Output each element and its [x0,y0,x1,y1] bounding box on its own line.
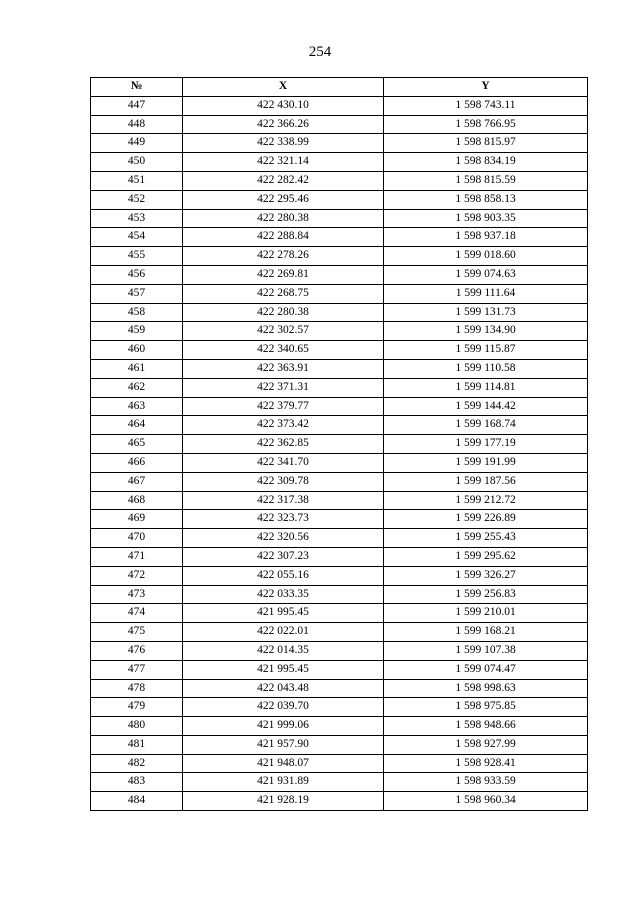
point-number-cell: 465 [91,435,183,454]
y-coordinate-cell: 1 598 903.35 [384,209,588,228]
point-number-cell: 469 [91,510,183,529]
x-coordinate-cell: 422 320.56 [183,529,384,548]
x-coordinate-cell: 421 995.45 [183,660,384,679]
y-coordinate-cell: 1 598 948.66 [384,717,588,736]
y-coordinate-cell: 1 599 111.64 [384,284,588,303]
table-row [91,115,588,134]
x-coordinate-cell: 422 039.70 [183,698,384,717]
x-coordinate-cell: 421 948.07 [183,754,384,773]
table-row [91,754,588,773]
point-number-cell: 457 [91,284,183,303]
y-coordinate-cell: 1 598 960.34 [384,792,588,811]
y-coordinate-cell: 1 599 115.87 [384,341,588,360]
y-coordinate-cell: 1 598 858.13 [384,190,588,209]
y-coordinate-cell: 1 599 074.47 [384,660,588,679]
y-coordinate-cell: 1 599 114.81 [384,378,588,397]
y-coordinate-cell: 1 599 134.90 [384,322,588,341]
table-row [91,472,588,491]
point-number-cell: 476 [91,641,183,660]
x-coordinate-cell: 422 022.01 [183,623,384,642]
x-coordinate-cell: 422 430.10 [183,96,384,115]
table-row [91,397,588,416]
x-coordinate-cell: 422 309.78 [183,472,384,491]
point-number-cell: 468 [91,491,183,510]
point-number-cell: 472 [91,566,183,585]
table-row [91,416,588,435]
y-coordinate-cell: 1 599 168.74 [384,416,588,435]
header-y: Y [384,78,588,97]
point-number-cell: 447 [91,96,183,115]
table-row [91,717,588,736]
table-row [91,228,588,247]
x-coordinate-cell: 422 323.73 [183,510,384,529]
header-number: № [91,78,183,97]
point-number-cell: 480 [91,717,183,736]
y-coordinate-cell: 1 599 326.27 [384,566,588,585]
y-coordinate-cell: 1 599 255.43 [384,529,588,548]
point-number-cell: 456 [91,265,183,284]
x-coordinate-cell: 422 317.38 [183,491,384,510]
y-coordinate-cell: 1 598 975.85 [384,698,588,717]
point-number-cell: 481 [91,735,183,754]
y-coordinate-cell: 1 599 191.99 [384,453,588,472]
point-number-cell: 461 [91,359,183,378]
point-number-cell: 464 [91,416,183,435]
table-row [91,435,588,454]
x-coordinate-cell: 422 362.85 [183,435,384,454]
point-number-cell: 475 [91,623,183,642]
x-coordinate-cell: 422 321.14 [183,153,384,172]
y-coordinate-cell: 1 599 187.56 [384,472,588,491]
table-row [91,585,588,604]
point-number-cell: 451 [91,171,183,190]
table-header [91,78,588,97]
point-number-cell: 474 [91,604,183,623]
y-coordinate-cell: 1 599 131.73 [384,303,588,322]
y-coordinate-cell: 1 599 210.01 [384,604,588,623]
table-row [91,247,588,266]
x-coordinate-cell: 422 055.16 [183,566,384,585]
point-number-cell: 483 [91,773,183,792]
x-coordinate-cell: 422 340.65 [183,341,384,360]
table-body [91,96,588,810]
y-coordinate-cell: 1 599 212.72 [384,491,588,510]
x-coordinate-cell: 422 288.84 [183,228,384,247]
x-coordinate-cell: 422 302.57 [183,322,384,341]
table-row [91,547,588,566]
x-coordinate-cell: 422 373.42 [183,416,384,435]
table-row [91,209,588,228]
y-coordinate-cell: 1 599 177.19 [384,435,588,454]
y-coordinate-cell: 1 598 815.59 [384,171,588,190]
y-coordinate-cell: 1 599 018.60 [384,247,588,266]
table-row [91,153,588,172]
point-number-cell: 450 [91,153,183,172]
table-row [91,491,588,510]
table-row [91,190,588,209]
y-coordinate-cell: 1 598 766.95 [384,115,588,134]
table-row [91,303,588,322]
table-row [91,171,588,190]
y-coordinate-cell: 1 599 074.63 [384,265,588,284]
x-coordinate-cell: 422 280.38 [183,209,384,228]
x-coordinate-cell: 422 295.46 [183,190,384,209]
table-row [91,735,588,754]
x-coordinate-cell: 422 338.99 [183,134,384,153]
table-row [91,134,588,153]
y-coordinate-cell: 1 598 834.19 [384,153,588,172]
x-coordinate-cell: 421 999.06 [183,717,384,736]
point-number-cell: 473 [91,585,183,604]
header-row [91,78,588,97]
table-row [91,792,588,811]
x-coordinate-cell: 422 278.26 [183,247,384,266]
table-row [91,773,588,792]
x-coordinate-cell: 422 341.70 [183,453,384,472]
table-row [91,604,588,623]
table-row [91,341,588,360]
x-coordinate-cell: 422 280.38 [183,303,384,322]
table-row [91,698,588,717]
x-coordinate-cell: 422 282.42 [183,171,384,190]
point-number-cell: 471 [91,547,183,566]
point-number-cell: 482 [91,754,183,773]
x-coordinate-cell: 421 931.89 [183,773,384,792]
x-coordinate-cell: 421 957.90 [183,735,384,754]
x-coordinate-cell: 422 268.75 [183,284,384,303]
point-number-cell: 452 [91,190,183,209]
table-row [91,284,588,303]
y-coordinate-cell: 1 599 107.38 [384,641,588,660]
table-row [91,378,588,397]
y-coordinate-cell: 1 599 226.89 [384,510,588,529]
y-coordinate-cell: 1 599 256.83 [384,585,588,604]
table-row [91,322,588,341]
table-row [91,660,588,679]
point-number-cell: 477 [91,660,183,679]
page-number: 254 [308,44,332,60]
point-number-cell: 454 [91,228,183,247]
header-x: X [183,78,384,97]
point-number-cell: 459 [91,322,183,341]
y-coordinate-cell: 1 598 928.41 [384,754,588,773]
table-row [91,510,588,529]
point-number-cell: 453 [91,209,183,228]
coordinates-table [90,77,588,811]
x-coordinate-cell: 422 371.31 [183,378,384,397]
y-coordinate-cell: 1 598 815.97 [384,134,588,153]
point-number-cell: 449 [91,134,183,153]
table-row [91,566,588,585]
point-number-cell: 460 [91,341,183,360]
point-number-cell: 470 [91,529,183,548]
x-coordinate-cell: 422 366.26 [183,115,384,134]
y-coordinate-cell: 1 599 295.62 [384,547,588,566]
point-number-cell: 467 [91,472,183,491]
table-row [91,679,588,698]
point-number-cell: 463 [91,397,183,416]
point-number-cell: 478 [91,679,183,698]
y-coordinate-cell: 1 599 110.58 [384,359,588,378]
x-coordinate-cell: 421 928.19 [183,792,384,811]
point-number-cell: 458 [91,303,183,322]
x-coordinate-cell: 422 014.35 [183,641,384,660]
table-row [91,453,588,472]
point-number-cell: 462 [91,378,183,397]
x-coordinate-cell: 422 363.91 [183,359,384,378]
table-row [91,265,588,284]
point-number-cell: 466 [91,453,183,472]
x-coordinate-cell: 422 033.35 [183,585,384,604]
x-coordinate-cell: 422 269.81 [183,265,384,284]
y-coordinate-cell: 1 598 933.59 [384,773,588,792]
point-number-cell: 448 [91,115,183,134]
table-row [91,641,588,660]
point-number-cell: 455 [91,247,183,266]
y-coordinate-cell: 1 598 937.18 [384,228,588,247]
x-coordinate-cell: 422 379.77 [183,397,384,416]
y-coordinate-cell: 1 599 168.21 [384,623,588,642]
y-coordinate-cell: 1 599 144.42 [384,397,588,416]
table-row [91,529,588,548]
x-coordinate-cell: 422 043.48 [183,679,384,698]
point-number-cell: 484 [91,792,183,811]
table-row [91,623,588,642]
x-coordinate-cell: 422 307.23 [183,547,384,566]
y-coordinate-cell: 1 598 998.63 [384,679,588,698]
table-row [91,96,588,115]
y-coordinate-cell: 1 598 743.11 [384,96,588,115]
x-coordinate-cell: 421 995.45 [183,604,384,623]
table-row [91,359,588,378]
point-number-cell: 479 [91,698,183,717]
y-coordinate-cell: 1 598 927.99 [384,735,588,754]
